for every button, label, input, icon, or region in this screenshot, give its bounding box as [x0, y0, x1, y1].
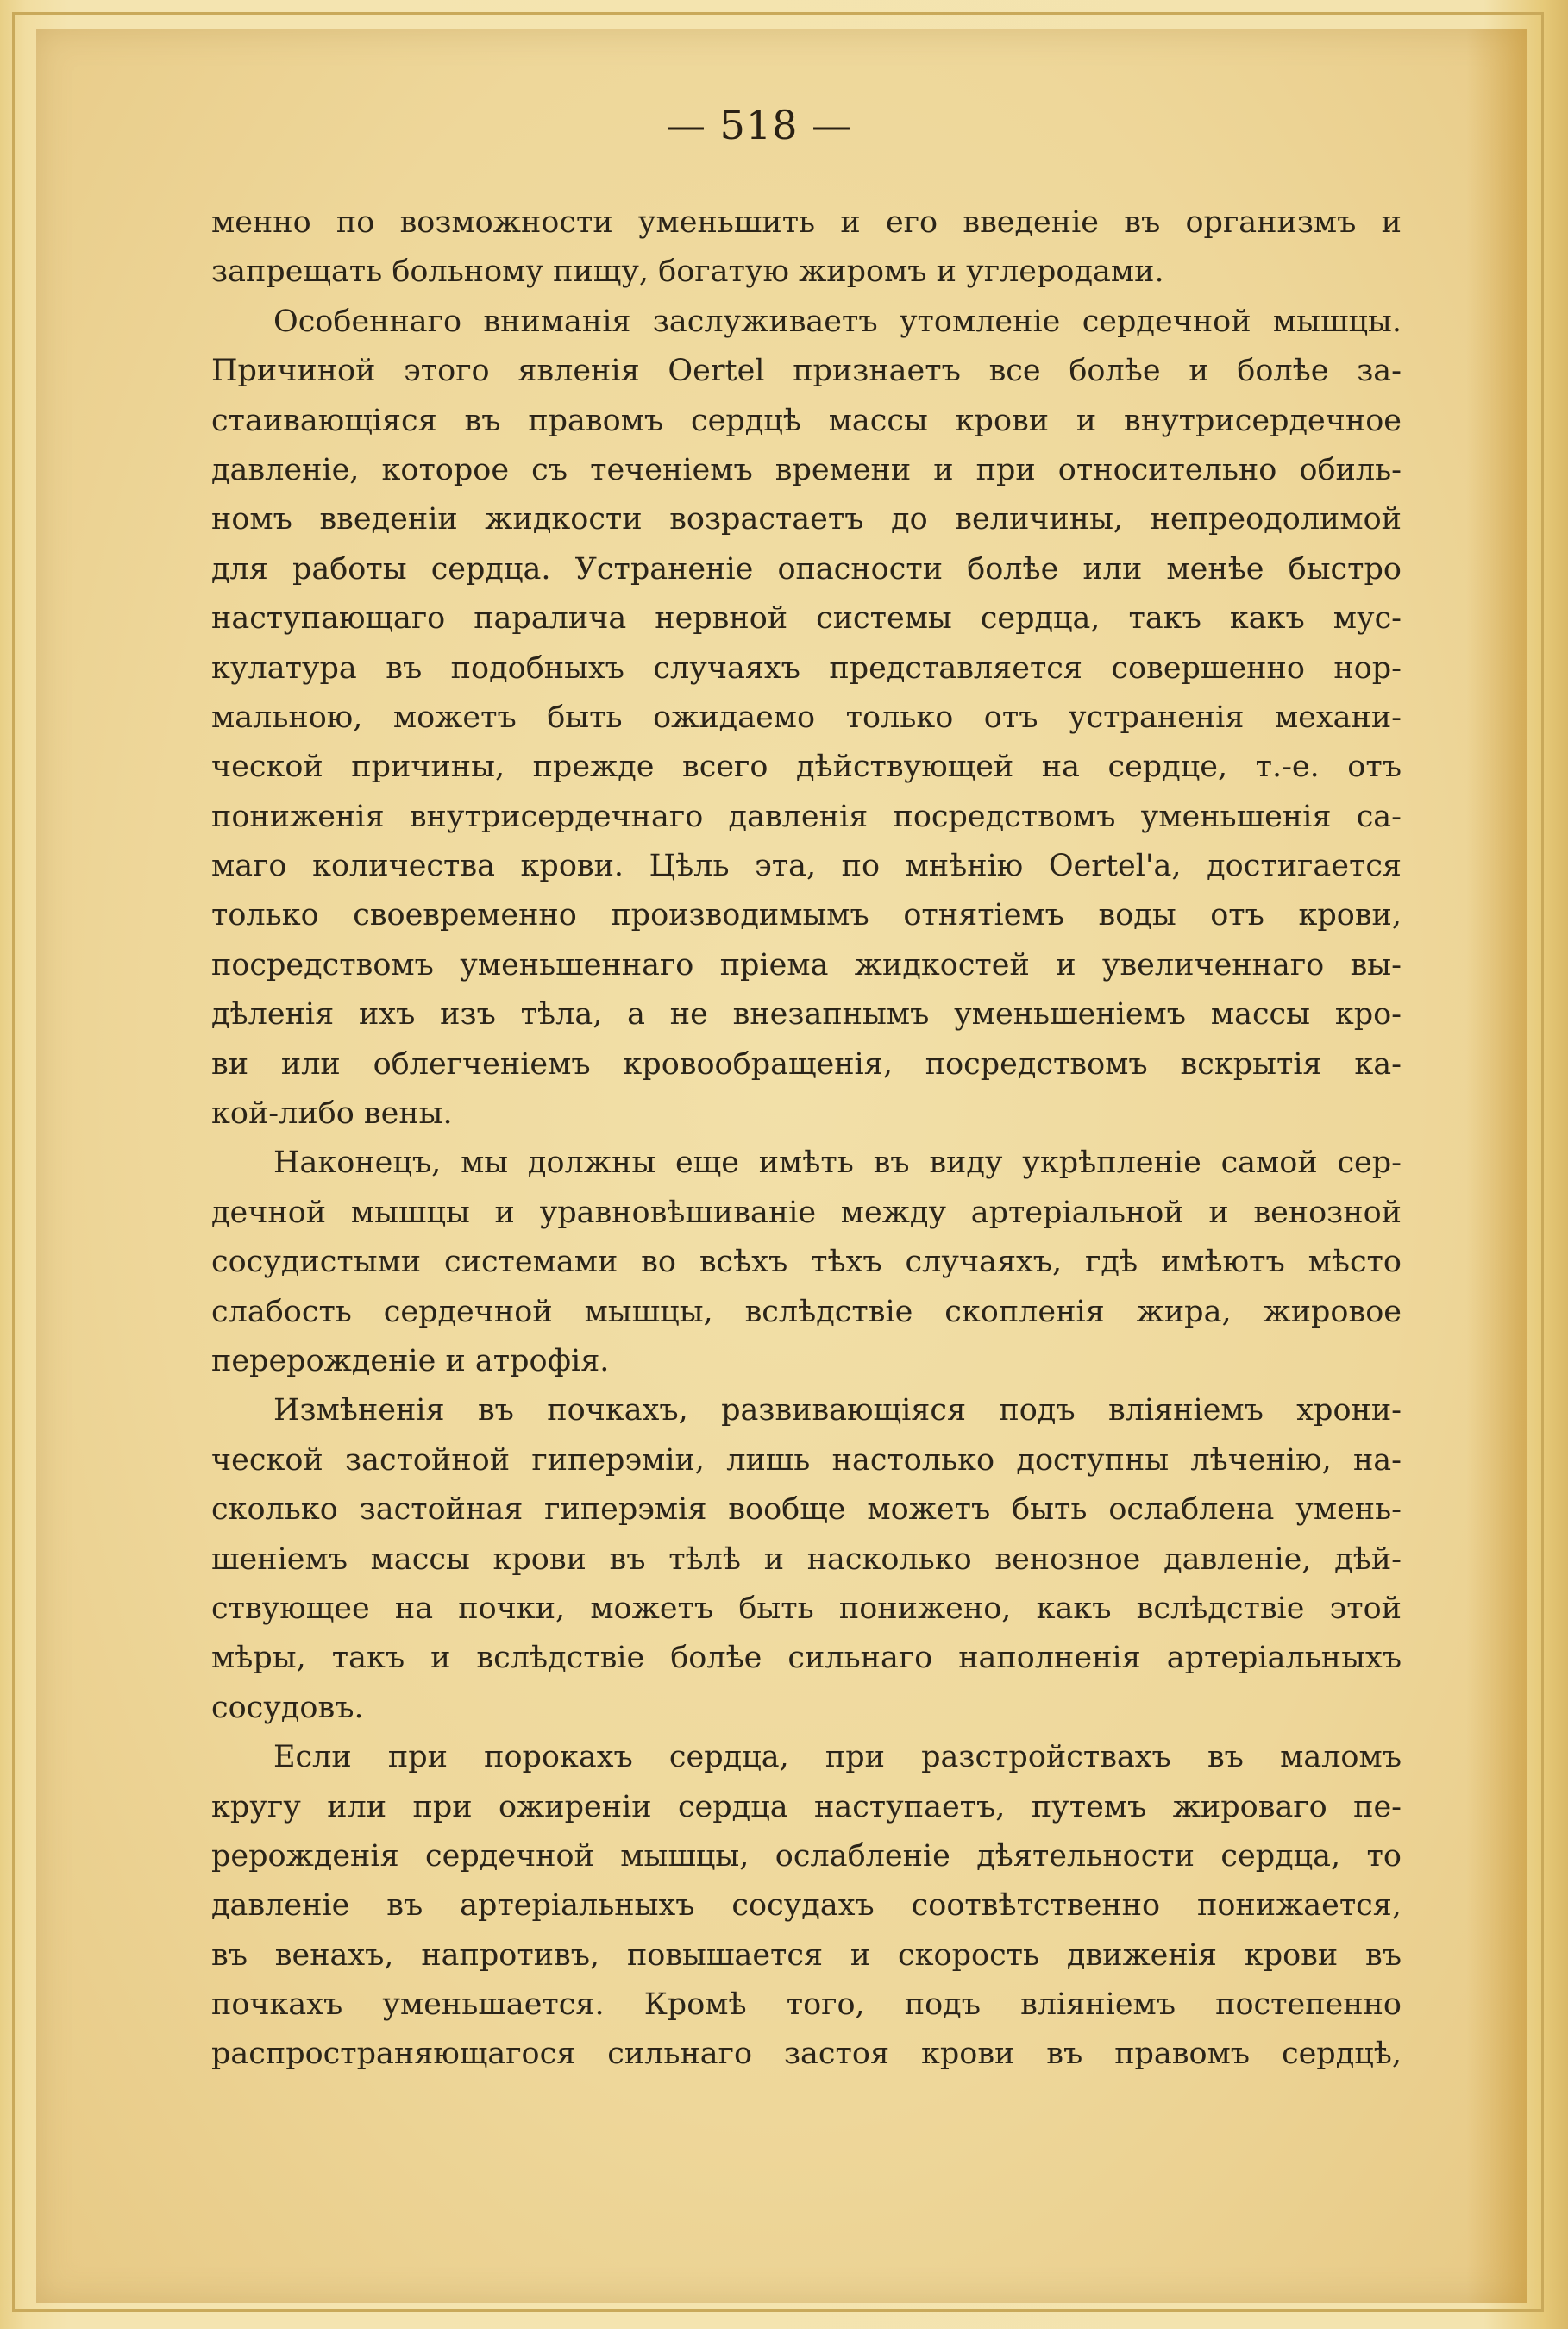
text-line: Если при порокахъ сердца, при разстройствахъ въ маломъ [273, 1740, 1402, 1775]
text-line: пониженія внутрисердечнаго давленія посредствомъ уменьшенія са- [211, 799, 1402, 834]
text-line: кой-либо вены. [211, 1096, 453, 1132]
text-line: стаивающіяся въ правомъ сердцѣ массы крови и внутрисердечное [211, 403, 1402, 438]
text-line: мальною, можетъ быть ожидаемо только отъ устраненія механи- [211, 700, 1402, 735]
text-line: шеніемъ массы крови въ тѣлѣ и насколько венозное давленіе, дѣй- [211, 1541, 1402, 1577]
text-line: дечной мышцы и уравновѣшиваніе между артеріальной и венозной [211, 1195, 1402, 1230]
text-line: ствующее на почки, можетъ быть понижено, какъ вслѣдствіе этой [211, 1591, 1402, 1626]
text-line: ви или облегченіемъ кровообращенія, посредствомъ вскрытія ка- [211, 1046, 1402, 1082]
text-line: кругу или при ожиреніи сердца наступаетъ, путемъ жироваго пе- [211, 1789, 1402, 1824]
text-line: для работы сердца. Устраненіе опасности болѣе или менѣе быстро [211, 551, 1402, 587]
text-line: ческой застойной гиперэміи, лишь настолько доступны лѣченію, на- [211, 1442, 1402, 1478]
text-line: рерожденія сердечной мышцы, ослабленіе дѣятельности сердца, то [211, 1838, 1402, 1874]
text-line: въ венахъ, напротивъ, повышается и скорость движенія крови въ [211, 1937, 1402, 1973]
text-line: дѣленія ихъ изъ тѣла, а не внезапнымъ уменьшеніемъ массы кро- [211, 997, 1402, 1033]
text-line: распространяющагося сильнаго застоя крови въ правомъ сердцѣ, [211, 2037, 1402, 2072]
text-line: Наконецъ, мы должны еще имѣть въ виду укрѣпленіе самой сер- [273, 1146, 1402, 1181]
text-line: Особеннаго вниманія заслуживаетъ утомленіе сердечной мышцы. [273, 304, 1402, 339]
text-line: запрещать больному пищу, богатую жиромъ и углеродами. [211, 254, 1164, 290]
text-line: менно по возможности уменьшить и его введеніе въ организмъ и [211, 205, 1402, 240]
text-line: перерожденіе и атрофія. [211, 1343, 610, 1378]
page-number: — 518 — [665, 102, 853, 148]
text-line: посредствомъ уменьшеннаго пріема жидкостей и увеличеннаго вы- [211, 947, 1402, 982]
text-line: только своевременно производимымъ отнятіемъ воды отъ крови, [211, 898, 1402, 933]
text-line: мѣры, такъ и вслѣдствіе болѣе сильнаго наполненія артеріальныхъ [211, 1641, 1402, 1676]
text-line: давленіе, которое съ теченіемъ времени и при относительно обиль- [211, 452, 1402, 487]
text-line: кулатура въ подобныхъ случаяхъ представляется совершенно нор- [211, 650, 1402, 686]
text-line: слабость сердечной мышцы, вслѣдствіе скопленія жира, жировое [211, 1294, 1402, 1329]
text-line: номъ введеніи жидкости возрастаетъ до величины, непреодолимой [211, 502, 1402, 537]
page-edge-shadow [1466, 29, 1527, 2303]
text-line: сосудовъ. [211, 1690, 364, 1725]
text-line: Измѣненія въ почкахъ, развивающіяся подъ вліяніемъ хрони- [273, 1393, 1402, 1428]
text-line: маго количества крови. Цѣль эта, по мнѣнію Oertel'а, достигается [211, 849, 1402, 884]
text-line: давленіе въ артеріальныхъ сосудахъ соотвѣтственно понижается, [211, 1888, 1402, 1924]
text-line: сколько застойная гиперэмія вообще можетъ быть ослаблена умень- [211, 1492, 1402, 1528]
text-line: почкахъ уменьшается. Кромѣ того, подъ вліяніемъ постепенно [211, 1987, 1402, 2023]
text-line: сосудистыми системами во всѣхъ тѣхъ случаяхъ, гдѣ имѣютъ мѣсто [211, 1245, 1402, 1280]
body-text [211, 198, 1402, 2080]
text-line: ческой причины, прежде всего дѣйствующей на сердце, т.-е. отъ [211, 750, 1402, 785]
text-line: Причиной этого явленія Oertel признаетъ все болѣе и болѣе за- [211, 354, 1402, 389]
text-line: наступающаго паралича нервной системы сердца, такъ какъ мус- [211, 601, 1402, 637]
